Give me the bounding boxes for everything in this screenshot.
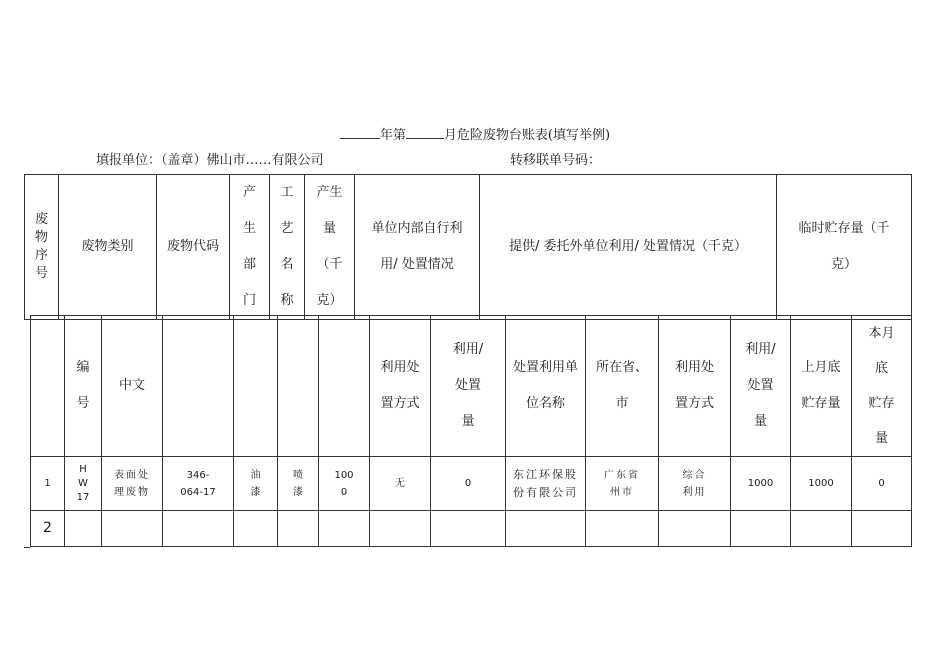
row1-amount: 100 0 xyxy=(319,457,370,511)
sub-amount xyxy=(319,316,370,457)
row1-code: 346- 064-17 xyxy=(163,457,234,511)
row1-process: 喷 漆 xyxy=(278,457,319,511)
col-code-header: 废物代码 xyxy=(157,175,230,320)
row1-chinese: 表面处 理废物 xyxy=(102,457,163,511)
row1-this-month: 0 xyxy=(852,457,912,511)
row2-cell xyxy=(65,511,102,547)
transfer-label: 转移联单号码： xyxy=(510,153,602,168)
row2-cell xyxy=(319,511,370,547)
col-internal-header: 单位内部自行利 用/ 处置情况 xyxy=(355,175,480,320)
row2-cell xyxy=(431,511,506,547)
row2-cell xyxy=(278,511,319,547)
row1-number: H W 17 xyxy=(65,457,102,511)
row2-cell xyxy=(731,511,791,547)
col-storage-header: 临时贮存量（千 克） xyxy=(777,175,912,320)
row1-int-method: 无 xyxy=(370,457,431,511)
row2-cell xyxy=(163,511,234,547)
row1-ext-unit: 东江环保股 份有限公司 xyxy=(506,457,586,511)
sub-header-row xyxy=(31,316,912,457)
table-row xyxy=(31,511,912,547)
row1-last-month: 1000 xyxy=(791,457,852,511)
sub-number: 编 号 xyxy=(65,316,102,457)
reporter-label: 填报单位：（盖章）佛山市……有限公司 xyxy=(96,153,324,168)
col-category-header: 废物类别 xyxy=(59,175,157,320)
row2-cell xyxy=(791,511,852,547)
row1-dept: 油 漆 xyxy=(234,457,278,511)
row1-ext-method: 综合 利用 xyxy=(659,457,731,511)
col-seq-header: 废 物 序 号 xyxy=(25,175,59,320)
row1-seq: 1 xyxy=(31,457,65,511)
table-row xyxy=(31,457,912,511)
col-amount-header: 产生 量 （千 克） xyxy=(305,175,355,320)
row1-int-amount: 0 xyxy=(431,457,506,511)
sub-ext-amount: 利用/ 处置 量 xyxy=(731,316,791,457)
row2-cell xyxy=(852,511,912,547)
row2-cell xyxy=(659,511,731,547)
row2-cell xyxy=(586,511,659,547)
sub-ext-method: 利用处 置方式 xyxy=(659,316,731,457)
row2-cell xyxy=(506,511,586,547)
col-process-header: 工 艺 名 称 xyxy=(270,175,305,320)
title-rest: 月危险废物台账表(填写举例) xyxy=(443,128,611,143)
col-dept-header: 产 生 部 门 xyxy=(230,175,270,320)
row2-cell xyxy=(234,511,278,547)
sub-this-month: 本月 底 贮存 量 xyxy=(852,316,912,457)
row1-ext-location: 广东省 州市 xyxy=(586,457,659,511)
sub-code xyxy=(163,316,234,457)
left-edge-line xyxy=(24,315,30,548)
data-table xyxy=(30,315,912,547)
header-table-top xyxy=(24,174,912,320)
sub-seq xyxy=(31,316,65,457)
year-blank xyxy=(340,126,380,139)
row2-cell xyxy=(370,511,431,547)
row2-seq: 2 xyxy=(31,511,65,547)
sub-int-amount: 利用/ 处置 量 xyxy=(431,316,506,457)
sub-chinese: 中文 xyxy=(102,316,163,457)
row1-ext-amount: 1000 xyxy=(731,457,791,511)
sub-process xyxy=(278,316,319,457)
row2-cell xyxy=(102,511,163,547)
sub-ext-location: 所在省、 市 xyxy=(586,316,659,457)
sub-dept xyxy=(234,316,278,457)
sub-last-month: 上月底 贮存量 xyxy=(791,316,852,457)
month-blank xyxy=(406,126,444,139)
sub-int-method: 利用处 置方式 xyxy=(370,316,431,457)
document-title xyxy=(0,124,950,143)
col-external-header: 提供/ 委托外单位利用/ 处置情况（千克） xyxy=(480,175,777,320)
sub-ext-unit: 处置利用单 位名称 xyxy=(506,316,586,457)
title-year-suffix: 年第 xyxy=(379,128,406,143)
